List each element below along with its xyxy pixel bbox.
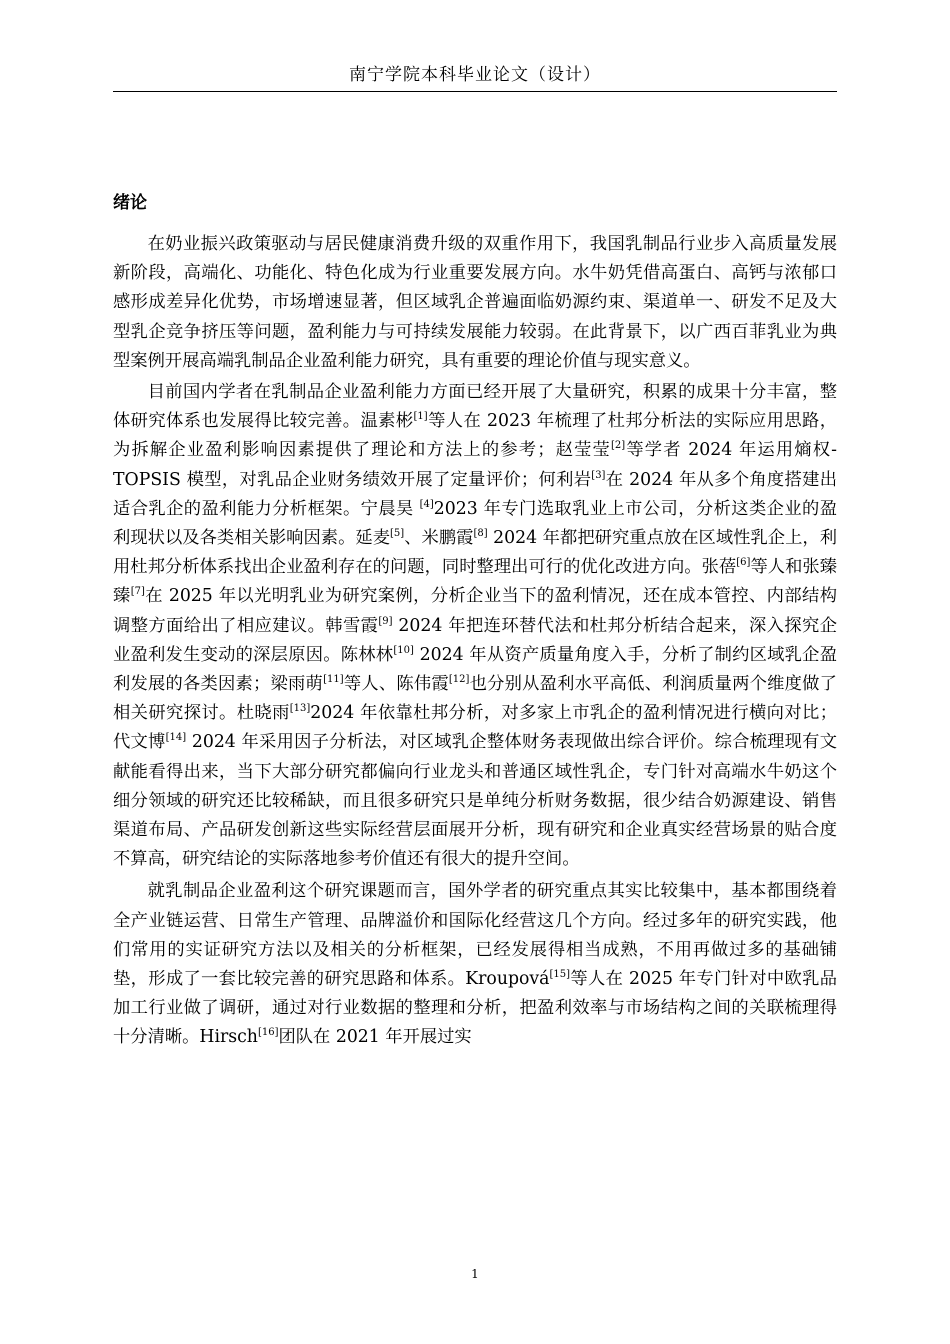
citation-ref: [3] bbox=[591, 469, 606, 481]
citation-ref: [4] bbox=[419, 499, 434, 511]
paragraph-domestic-review bbox=[113, 378, 837, 874]
citation-ref: [12] bbox=[448, 674, 470, 686]
text-segment: 在奶业振兴政策驱动与居民健康消费升级的双重作用下，我国乳制品行业步入高质量发展新阶段，高端化、功能化、特色化成为行业重要发展方向。水牛奶凭借高蛋白、高钙与浓郁口感形成差异化优势，市场增速显著，但区域乳企普遍面临奶源约束、渠道单一、研发不足及大型乳企竞争挤压等问题，盈利能力与可持续发展能力较弱。在此背景下，以广西百菲乳业为典型案例开展高端乳制品企业盈利能力研究，具有重要的理论价值与现实意义。 bbox=[113, 234, 837, 371]
body-text bbox=[113, 230, 837, 1053]
citation-ref: [15] bbox=[549, 969, 571, 981]
section-heading: 绪论 bbox=[113, 193, 147, 213]
citation-ref: [6] bbox=[736, 557, 751, 569]
citation-ref: [16] bbox=[257, 1027, 279, 1039]
text-segment: 也分别从盈利水平高低、利润质量两个维度做了相关研究探讨。杜晓雨 bbox=[113, 674, 837, 724]
text-segment: 等人在 2025 年专门针对中欧乳品加工行业做了调研，通过对行业数据的整理和分析，把盈利效率与市场结构之间的关联梳理得十分清晰。Hirsch bbox=[113, 969, 837, 1048]
text-segment: 团队在 2021 年开展过实 bbox=[278, 1027, 472, 1048]
text-segment: 等学者 2024 年运用熵权-TOPSIS 模型，对乳品企业财务绩效开展了定量评价；何利岩 bbox=[113, 440, 837, 490]
text-segment: 等人、陈伟霞 bbox=[343, 674, 449, 695]
page-number: 1 bbox=[471, 1267, 479, 1281]
text-segment: 在 2024 年从多个角度搭建出适合乳企的盈利能力分析框架。宁晨昊 bbox=[113, 469, 837, 519]
citation-ref: [14] bbox=[165, 732, 187, 744]
text-segment: 就乳制品企业盈利这个研究课题而言，国外学者的研究重点其实比较集中，基本都围绕着全产业链运营、日常生产管理、品牌溢价和国际化经营这几个方向。经过多年的研究实践，他们常用的实证研究方法以及相关的分析框架，已经发展得相当成熟，不用再做过多的基础铺垫，形成了一套比较完善的研究思路和体系。Kroupová bbox=[113, 881, 837, 990]
text-segment: 2024 年都把研究重点放在区域性乳企上，利用杜邦分析体系找出企业盈利存在的问题，同时整理出可行的优化改进方向。张蓓 bbox=[113, 528, 837, 578]
text-segment: 在 2025 年以光明乳业为研究案例，分析企业当下的盈利情况，还在成本管控、内部结构调整方面给出了相应建议。韩雪霞 bbox=[113, 586, 837, 636]
citation-ref: [7] bbox=[130, 586, 145, 598]
paragraph-background bbox=[113, 230, 837, 376]
citation-ref: [10] bbox=[393, 645, 414, 657]
citation-ref: [8] bbox=[473, 528, 488, 540]
text-segment: 等人和张臻臻 bbox=[113, 557, 837, 607]
text-segment: 目前国内学者在乳制品企业盈利能力方面已经开展了大量研究，积累的成果十分丰富，整体研究体系也发展得比较完善。温素彬 bbox=[113, 382, 837, 432]
citation-ref: [13] bbox=[289, 703, 311, 715]
citation-ref: [5] bbox=[390, 528, 405, 540]
citation-ref: [11] bbox=[323, 674, 344, 686]
citation-ref: [1] bbox=[413, 411, 428, 423]
text-segment: 2024 年把连环替代法和杜邦分析结合起来，深入探究企业盈利发生变动的深层原因。陈林林 bbox=[113, 615, 837, 665]
citation-ref: [9] bbox=[378, 615, 393, 627]
text-segment: 等人在 2023 年梳理了杜邦分析法的实际应用思路，为拆解企业盈利影响因素提供了理论和方法上的参考；赵莹莹 bbox=[113, 411, 837, 461]
text-segment: 2024 年从资产质量角度入手，分析了制约区域乳企盈利发展的各类因素；梁雨萌 bbox=[113, 644, 837, 695]
text-segment: 、米鹏霞 bbox=[404, 528, 474, 549]
text-segment: 2024 年采用因子分析法，对区域乳企整体财务表现做出综合评价。综合梳理现有文献能看得出来，当下大部分研究都偏向行业龙头和普通区域性乳企，专门针对高端水牛奶这个细分领域的研究还比较稀缺，而且很多研究只是单纯分析财务数据，很少结合奶源建设、销售渠道布局、产品研发创新这些实际经营层面展开分析，现有研究和企业真实经营场景的贴合度不算高，研究结论的实际落地参考价值还有很大的提升空间。 bbox=[113, 732, 837, 870]
header-divider bbox=[113, 91, 837, 92]
text-segment: 2023 年专门选取乳业上市公司，分析这类企业的盈利现状以及各类相关影响因素。延麦 bbox=[113, 498, 837, 549]
paragraph-foreign-review bbox=[113, 877, 837, 1052]
citation-ref: [2] bbox=[610, 440, 626, 452]
running-header: 南宁学院本科毕业论文（设计） bbox=[349, 65, 601, 85]
text-segment: 2024 年依靠杜邦分析，对多家上市乳企的盈利情况进行横向对比；代文博 bbox=[113, 703, 837, 753]
